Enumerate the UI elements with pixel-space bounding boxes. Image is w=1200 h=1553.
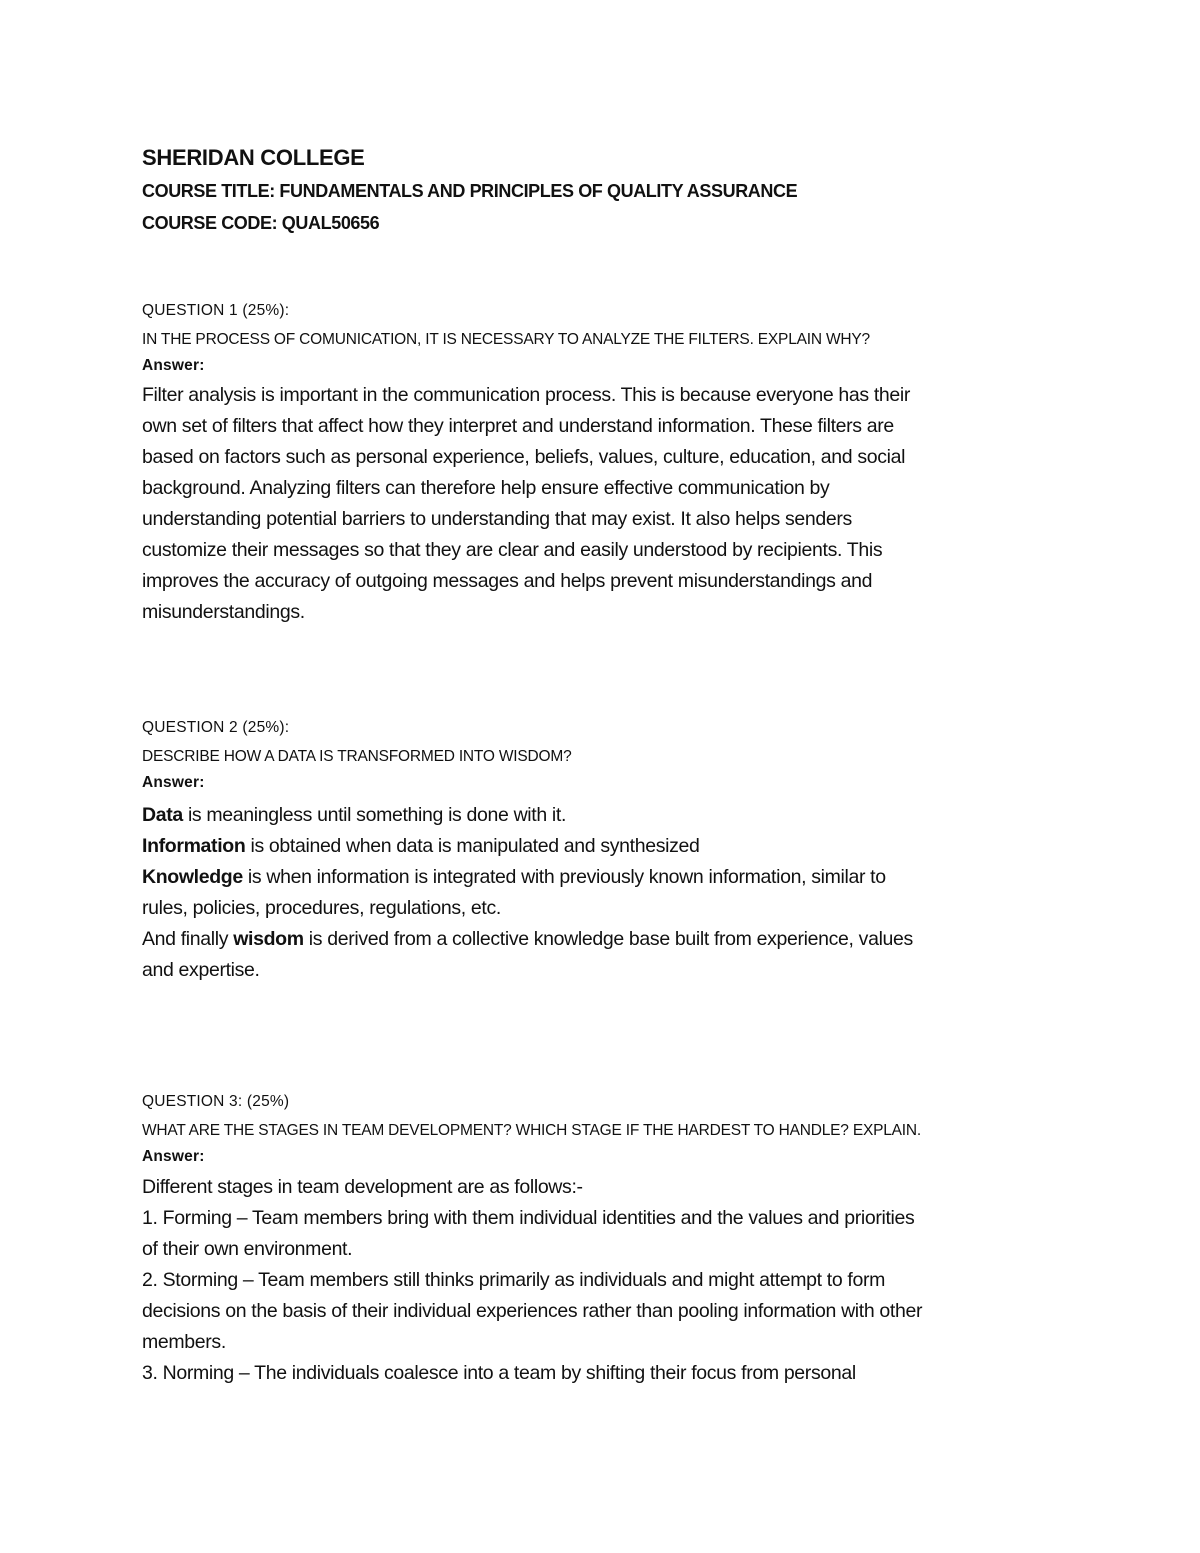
answer-line: background. Analyzing filters can therefore help ensure effective communication by [142,477,830,499]
question-2-answer [142,800,1072,986]
answer-line: 3. Norming – The individuals coalesce into a team by shifting their focus from personal [142,1362,856,1384]
answer-line: 2. Storming – Team members still thinks primarily as individuals and might attempt to form [142,1269,886,1291]
question-3-answer [142,1172,1072,1389]
question-1-answer-label: Answer: [142,357,205,374]
answer-line-wisdom [142,924,1072,955]
answer-line: decisions on the basis of their individual experiences rather than pooling information with other [142,1300,923,1322]
answer-line: own set of filters that affect how they interpret and understand information. These filters are [142,415,894,437]
answer-text: is obtained when data is manipulated and synthesized [245,835,700,857]
answer-line-knowledge [142,862,1072,893]
answer-line-data [142,800,1072,831]
answer-line-information [142,831,1072,862]
question-1-text: IN THE PROCESS OF COMUNICATION, IT IS NECESSARY TO ANALYZE THE FILTERS. EXPLAIN WHY? [142,331,870,348]
answer-line: rules, policies, procedures, regulations, etc. [142,897,501,919]
term-information: Information [142,835,246,857]
answer-line: members. [142,1331,226,1353]
college-name: SHERIDAN COLLEGE [142,145,365,170]
answer-text: And finally [142,928,234,950]
question-2-label: QUESTION 2 (25%): [142,719,290,736]
answer-text: is meaningless until something is done with it. [182,804,567,826]
term-data: Data [142,804,183,826]
question-2-text: DESCRIBE HOW A DATA IS TRANSFORMED INTO WISDOM? [142,748,572,765]
answer-line: and expertise. [142,959,260,981]
answer-line: improves the accuracy of outgoing messages and helps prevent misunderstandings and [142,570,873,592]
question-3-answer-label: Answer: [142,1148,205,1165]
question-3-text: WHAT ARE THE STAGES IN TEAM DEVELOPMENT? WHICH STAGE IF THE HARDEST TO HANDLE? EXPLAIN. [142,1122,922,1139]
answer-line: of their own environment. [142,1238,353,1260]
term-wisdom: wisdom [233,928,304,950]
question-1-label: QUESTION 1 (25%): [142,302,290,319]
answer-line: 1. Forming – Team members bring with them individual identities and the values and priorities [142,1207,915,1229]
question-3-label: QUESTION 3: (25%) [142,1093,290,1110]
course-title: COURSE TITLE: FUNDAMENTALS AND PRINCIPLES OF QUALITY ASSURANCE [142,181,798,201]
answer-line: misunderstandings. [142,601,305,623]
answer-line: based on factors such as personal experience, beliefs, values, culture, education, and social [142,446,906,468]
question-1-answer [142,380,1072,628]
answer-text: is derived from a collective knowledge base built from experience, values [303,928,913,950]
question-2-answer-label: Answer: [142,774,205,791]
term-knowledge: Knowledge [142,866,243,888]
answer-line: Filter analysis is important in the communication process. This is because everyone has their [142,384,911,406]
answer-line: Different stages in team development are as follows:- [142,1176,583,1198]
answer-text: is when information is integrated with previously known information, similar to [242,866,886,888]
answer-line: customize their messages so that they are clear and easily understood by recipients. This [142,539,883,561]
answer-line: understanding potential barriers to understanding that may exist. It also helps senders [142,508,852,530]
course-code: COURSE CODE: QUAL50656 [142,213,380,233]
